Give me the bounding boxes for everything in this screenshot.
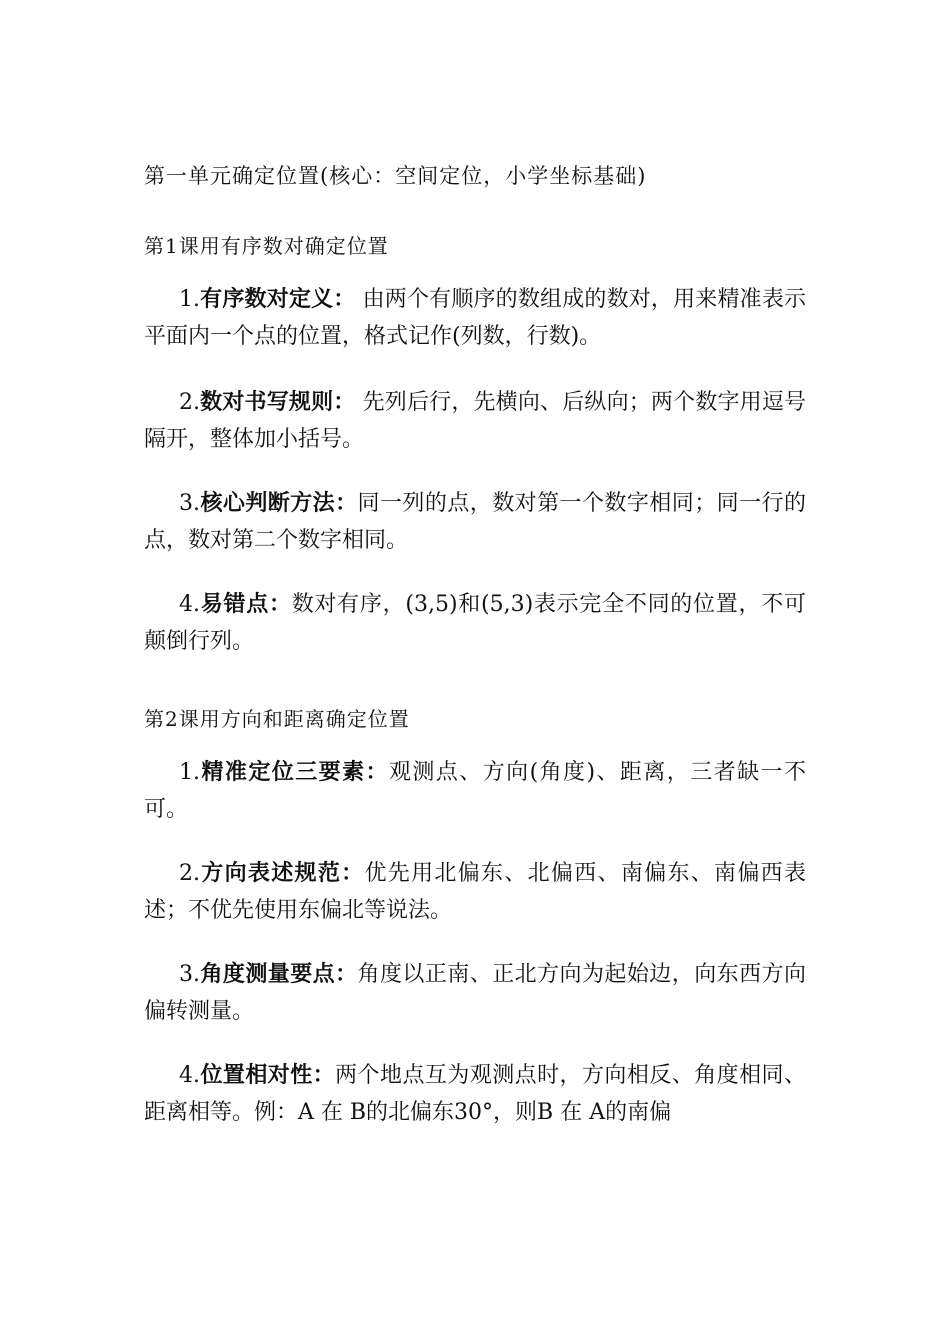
- lesson-2-item-3: [144, 956, 806, 1030]
- item-number: 1.: [179, 287, 200, 312]
- item-term: 位置相对性：: [200, 1062, 336, 1088]
- item-text: 先列后行，先横向、后纵向；两个数字用逗号隔开，整体加小括号。: [144, 390, 806, 452]
- item-term: 方向表述规范：: [200, 860, 365, 886]
- item-term: 易错点：: [200, 591, 292, 617]
- item-number: 3.: [179, 962, 200, 987]
- item-number: 4.: [179, 592, 200, 617]
- item-term: 核心判断方法：: [200, 490, 358, 516]
- item-text: 由两个有顺序的数组成的数对，用来精准表示平面内一个点的位置，格式记作(列数，行数)。: [144, 287, 806, 349]
- lesson-1-item-3: [144, 485, 806, 559]
- lesson-1-title: 第1课用有序数对确定位置: [144, 234, 389, 258]
- lesson-1-item-2: [144, 384, 806, 458]
- item-text: 两个地点互为观测点时，方向相反、角度相同、距离相等。例：A 在 B的北偏东30°，则B 在 A的南偏: [144, 1063, 806, 1125]
- item-text: 优先用北偏东、北偏西、南偏东、南偏西表述；不优先使用东偏北等说法。: [144, 861, 806, 923]
- item-number: 4.: [179, 1063, 200, 1088]
- unit-title: 第一单元确定位置(核心：空间定位，小学坐标基础): [144, 164, 647, 188]
- item-text: 同一列的点，数对第一个数字相同；同一行的点，数对第二个数字相同。: [144, 491, 806, 553]
- lesson-2-item-2: [144, 855, 806, 929]
- item-number: 1.: [179, 760, 200, 785]
- item-term: 有序数对定义：: [200, 286, 356, 312]
- lesson-2-title: 第2课用方向和距离确定位置: [144, 707, 410, 731]
- lesson-1-item-4: [144, 586, 806, 660]
- item-term: 数对书写规则：: [200, 389, 356, 415]
- item-text: 数对有序，(3,5)和(5,3)表示完全不同的位置，不可颠倒行列。: [144, 592, 806, 654]
- lesson-1-item-1: [144, 281, 806, 355]
- lesson-2-item-1: [144, 754, 806, 828]
- item-text: 角度以正南、正北方向为起始边，向东西方向偏转测量。: [144, 962, 806, 1024]
- item-term: 精准定位三要素：: [200, 759, 389, 785]
- lesson-2-item-4: [144, 1057, 806, 1131]
- item-number: 2.: [179, 390, 200, 415]
- item-number: 2.: [179, 861, 200, 886]
- item-term: 角度测量要点：: [200, 961, 358, 987]
- item-number: 3.: [179, 491, 200, 516]
- item-text: 观测点、方向(角度)、距离，三者缺一不可。: [144, 760, 806, 822]
